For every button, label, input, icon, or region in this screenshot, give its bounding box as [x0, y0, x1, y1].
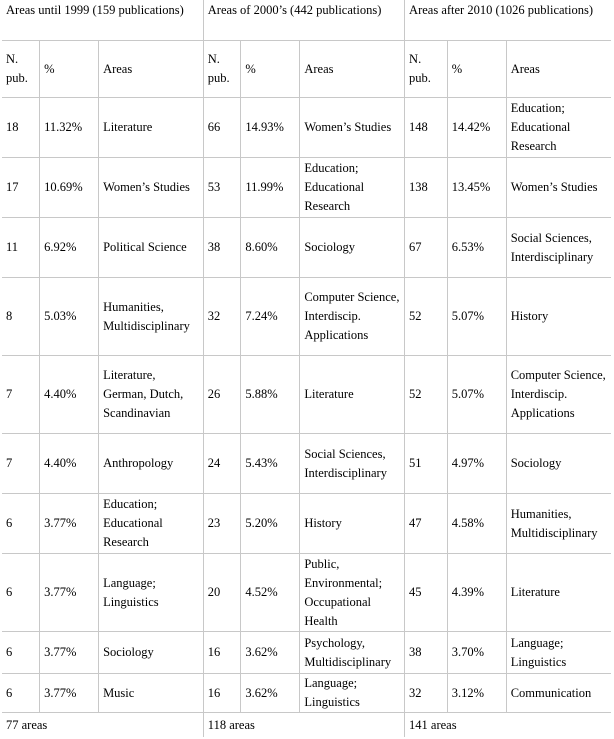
n-pub-cell: 17 [2, 158, 40, 218]
n-pub-cell: 53 [203, 158, 241, 218]
col-header-percent: % [447, 41, 506, 98]
area-cell: Sociology [300, 218, 405, 278]
area-cell: Humanities, Multidisciplinary [99, 278, 204, 356]
n-pub-cell: 23 [203, 494, 241, 554]
footer-area-count-until-1999: 77 areas [2, 713, 203, 738]
percent-cell: 5.88% [241, 356, 300, 434]
col-header-n-pub: N. pub. [2, 41, 40, 98]
table-row [2, 674, 611, 713]
n-pub-cell: 52 [405, 278, 448, 356]
area-cell: Women’s Studies [300, 98, 405, 158]
percent-cell: 3.77% [40, 674, 99, 713]
table-row [2, 218, 611, 278]
percent-cell: 11.99% [241, 158, 300, 218]
area-cell: Sociology [506, 434, 611, 494]
group-header-row [2, 0, 611, 41]
percent-cell: 5.07% [447, 278, 506, 356]
table-row [2, 632, 611, 674]
percent-cell: 5.03% [40, 278, 99, 356]
col-header-areas: Areas [99, 41, 204, 98]
area-cell: Language; Linguistics [300, 674, 405, 713]
n-pub-cell: 11 [2, 218, 40, 278]
table-row [2, 494, 611, 554]
area-cell: Communication [506, 674, 611, 713]
footer-row [2, 713, 611, 738]
table-row [2, 98, 611, 158]
n-pub-cell: 148 [405, 98, 448, 158]
n-pub-cell: 52 [405, 356, 448, 434]
col-header-n-pub: N. pub. [203, 41, 241, 98]
table-row [2, 278, 611, 356]
n-pub-cell: 47 [405, 494, 448, 554]
n-pub-cell: 24 [203, 434, 241, 494]
percent-cell: 4.52% [241, 554, 300, 632]
area-cell: Psychology, Multidisciplinary [300, 632, 405, 674]
n-pub-cell: 6 [2, 554, 40, 632]
n-pub-cell: 16 [203, 674, 241, 713]
percent-cell: 6.92% [40, 218, 99, 278]
percent-cell: 4.39% [447, 554, 506, 632]
percent-cell: 14.93% [241, 98, 300, 158]
column-header-row [2, 41, 611, 98]
percent-cell: 6.53% [447, 218, 506, 278]
percent-cell: 3.12% [447, 674, 506, 713]
area-cell: History [300, 494, 405, 554]
area-cell: Political Science [99, 218, 204, 278]
footer-area-count-2000s: 118 areas [203, 713, 404, 738]
percent-cell: 8.60% [241, 218, 300, 278]
n-pub-cell: 138 [405, 158, 448, 218]
n-pub-cell: 18 [2, 98, 40, 158]
n-pub-cell: 7 [2, 356, 40, 434]
percent-cell: 11.32% [40, 98, 99, 158]
col-header-areas: Areas [506, 41, 611, 98]
n-pub-cell: 6 [2, 494, 40, 554]
area-cell: Public, Environmental; Occupational Health [300, 554, 405, 632]
n-pub-cell: 51 [405, 434, 448, 494]
area-cell: Education; Educational Research [99, 494, 204, 554]
area-cell: Social Sciences, Interdisciplinary [506, 218, 611, 278]
group-title-after-2010: Areas after 2010 (1026 publications) [405, 0, 611, 41]
area-cell: Computer Science, Interdiscip. Applications [300, 278, 405, 356]
area-cell: Social Sciences, Interdisciplinary [300, 434, 405, 494]
n-pub-cell: 26 [203, 356, 241, 434]
n-pub-cell: 32 [405, 674, 448, 713]
col-header-percent: % [40, 41, 99, 98]
area-cell: Music [99, 674, 204, 713]
n-pub-cell: 32 [203, 278, 241, 356]
n-pub-cell: 66 [203, 98, 241, 158]
percent-cell: 3.77% [40, 632, 99, 674]
percent-cell: 3.77% [40, 494, 99, 554]
n-pub-cell: 38 [405, 632, 448, 674]
percent-cell: 3.77% [40, 554, 99, 632]
area-cell: Computer Science, Interdiscip. Applications [506, 356, 611, 434]
percent-cell: 5.20% [241, 494, 300, 554]
area-cell: Literature [99, 98, 204, 158]
n-pub-cell: 7 [2, 434, 40, 494]
percent-cell: 5.43% [241, 434, 300, 494]
col-header-areas: Areas [300, 41, 405, 98]
col-header-n-pub: N. pub. [405, 41, 448, 98]
percent-cell: 3.62% [241, 632, 300, 674]
table-body [2, 0, 611, 737]
area-cell: Anthropology [99, 434, 204, 494]
percent-cell: 7.24% [241, 278, 300, 356]
n-pub-cell: 38 [203, 218, 241, 278]
n-pub-cell: 8 [2, 278, 40, 356]
area-cell: History [506, 278, 611, 356]
area-cell: Women’s Studies [506, 158, 611, 218]
publications-by-area-table [2, 0, 611, 737]
n-pub-cell: 6 [2, 674, 40, 713]
area-cell: Literature [506, 554, 611, 632]
n-pub-cell: 20 [203, 554, 241, 632]
group-title-2000s: Areas of 2000’s (442 publications) [203, 0, 404, 41]
table-row [2, 356, 611, 434]
n-pub-cell: 16 [203, 632, 241, 674]
area-cell: Education; Educational Research [300, 158, 405, 218]
area-cell: Women’s Studies [99, 158, 204, 218]
n-pub-cell: 45 [405, 554, 448, 632]
table-row [2, 434, 611, 494]
area-cell: Sociology [99, 632, 204, 674]
table-row [2, 158, 611, 218]
col-header-percent: % [241, 41, 300, 98]
area-cell: Language; Linguistics [99, 554, 204, 632]
area-cell: Literature, German, Dutch, Scandinavian [99, 356, 204, 434]
area-cell: Literature [300, 356, 405, 434]
percent-cell: 4.97% [447, 434, 506, 494]
area-cell: Humanities, Multidisciplinary [506, 494, 611, 554]
n-pub-cell: 6 [2, 632, 40, 674]
percent-cell: 10.69% [40, 158, 99, 218]
percent-cell: 13.45% [447, 158, 506, 218]
area-cell: Language; Linguistics [506, 632, 611, 674]
footer-area-count-after-2010: 141 areas [405, 713, 611, 738]
percent-cell: 3.70% [447, 632, 506, 674]
percent-cell: 4.40% [40, 356, 99, 434]
percent-cell: 14.42% [447, 98, 506, 158]
percent-cell: 3.62% [241, 674, 300, 713]
table-row [2, 554, 611, 632]
area-cell: Education; Educational Research [506, 98, 611, 158]
percent-cell: 4.58% [447, 494, 506, 554]
n-pub-cell: 67 [405, 218, 448, 278]
percent-cell: 4.40% [40, 434, 99, 494]
group-title-until-1999: Areas until 1999 (159 publications) [2, 0, 203, 41]
percent-cell: 5.07% [447, 356, 506, 434]
